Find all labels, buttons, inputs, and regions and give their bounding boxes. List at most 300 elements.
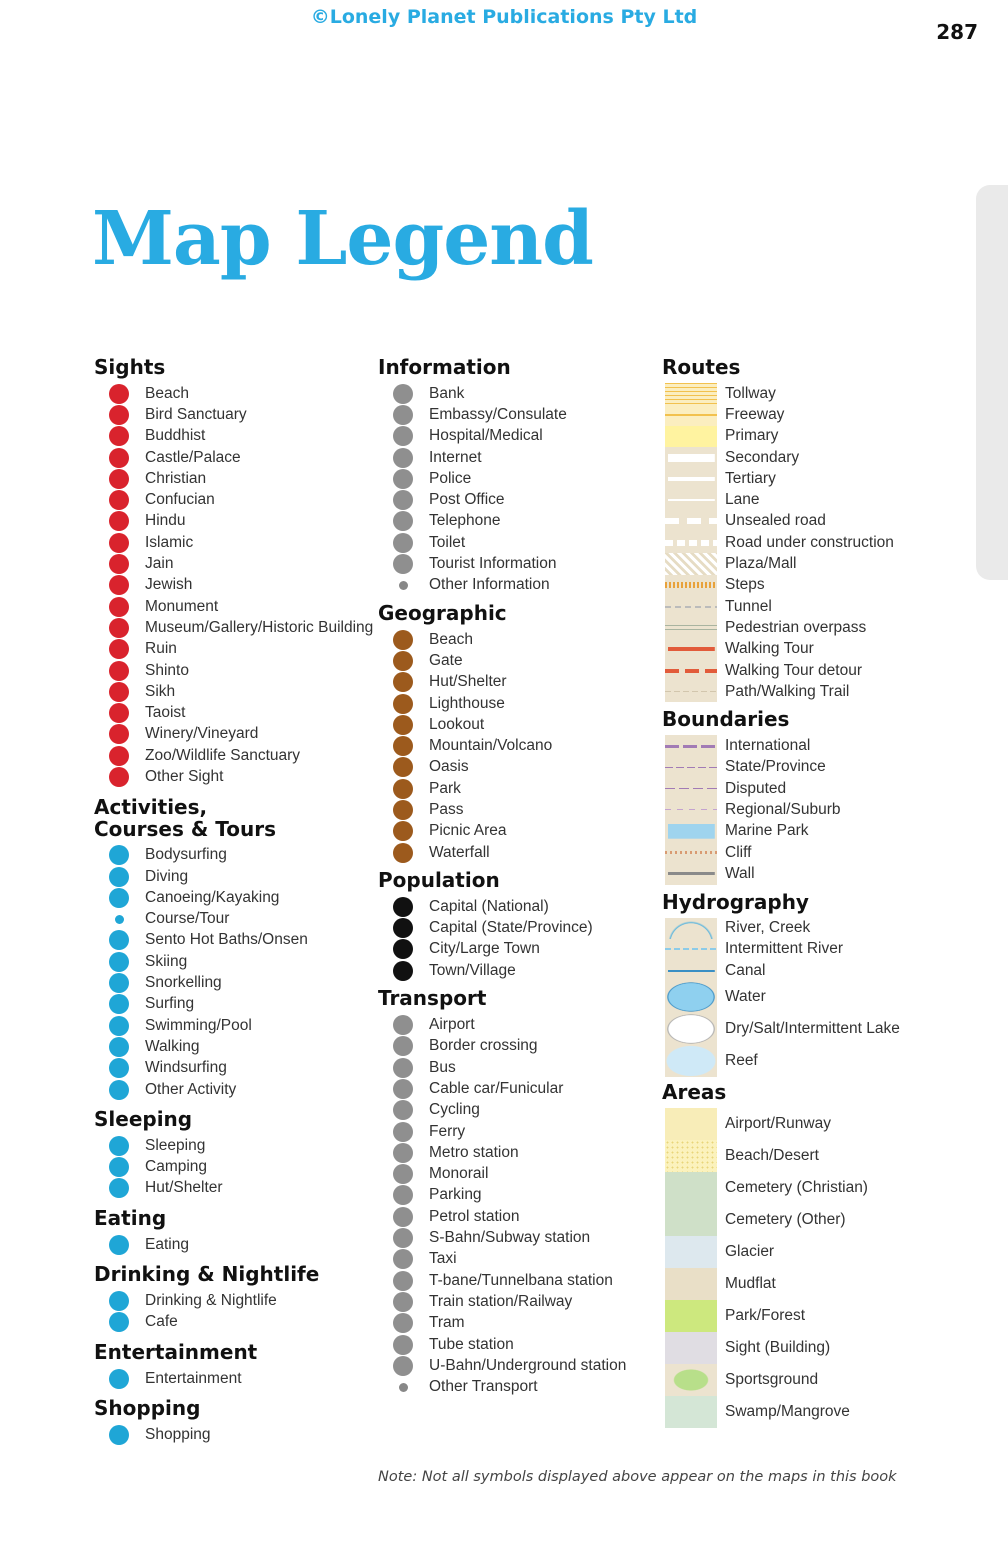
legend-item xyxy=(662,1140,962,1172)
sight-icon xyxy=(109,384,129,404)
legend-item xyxy=(378,1227,648,1248)
legend-item-label: Secondary xyxy=(725,448,800,466)
sight-icon xyxy=(109,469,129,489)
swatch-icon xyxy=(665,1396,717,1428)
geographic-icon xyxy=(393,630,413,650)
swatch-icon xyxy=(665,575,717,596)
legend-item xyxy=(378,1376,648,1397)
legend-item-label: Reef xyxy=(725,1052,758,1070)
legend-item-label: Beach xyxy=(429,630,473,648)
sight-icon xyxy=(109,767,129,787)
sight-icon xyxy=(109,618,129,638)
legend-item-label: River, Creek xyxy=(725,919,811,937)
legend-item-label: Toilet xyxy=(429,533,466,551)
legend-list xyxy=(662,1108,962,1428)
legend-item-label: Cemetery (Christian) xyxy=(725,1179,868,1197)
geographic-icon xyxy=(393,779,413,799)
legend-item-label: Hut/Shelter xyxy=(429,673,507,691)
section-title: Hydrography xyxy=(662,889,809,914)
activity-icon xyxy=(115,915,124,924)
geographic-icon xyxy=(393,694,413,714)
legend-item-label: Winery/Vineyard xyxy=(145,725,259,743)
swatch-icon xyxy=(665,842,717,863)
legend-item xyxy=(94,1312,364,1333)
drinking-section xyxy=(94,1263,364,1333)
legend-item xyxy=(94,972,364,993)
legend-list xyxy=(94,1135,364,1199)
legend-item xyxy=(662,1396,962,1428)
transport-icon xyxy=(399,1383,408,1392)
legend-item xyxy=(378,960,648,981)
sight-icon xyxy=(109,533,129,553)
legend-list xyxy=(94,845,364,1101)
legend-item-label: Confucian xyxy=(145,491,215,509)
swatch-icon xyxy=(665,1236,717,1268)
legend-item xyxy=(662,681,962,702)
legend-item xyxy=(378,1121,648,1142)
section-title: Sights xyxy=(94,355,166,379)
information-icon xyxy=(399,581,408,590)
legend-list xyxy=(378,896,648,981)
legend-item xyxy=(662,1045,962,1077)
legend-column-2 xyxy=(378,352,648,1398)
swatch-icon xyxy=(665,681,717,702)
legend-item-label: Tollway xyxy=(725,384,776,402)
legend-item xyxy=(94,1079,364,1100)
swatch-icon xyxy=(665,596,717,617)
legend-item-label: Marine Park xyxy=(725,822,809,840)
sights-section xyxy=(94,355,374,788)
legend-item xyxy=(378,1142,648,1163)
legend-item-label: Walking Tour detour xyxy=(725,661,862,679)
legend-item xyxy=(662,511,962,532)
legend-item-label: Camping xyxy=(145,1158,208,1176)
legend-item xyxy=(662,960,962,981)
section-title: Drinking & Nightlife xyxy=(94,1262,320,1287)
shopping-icon xyxy=(109,1425,129,1445)
swatch-icon xyxy=(665,1045,717,1077)
transport-icon xyxy=(393,1228,413,1248)
swatch-icon xyxy=(665,863,717,884)
legend-item-label: Glacier xyxy=(725,1243,775,1261)
legend-item xyxy=(94,553,364,574)
swatch-icon xyxy=(665,1364,717,1396)
legend-item xyxy=(94,1368,364,1389)
activity-icon xyxy=(109,845,129,865)
legend-item-label: Petrol station xyxy=(429,1207,520,1225)
legend-item xyxy=(378,1057,648,1078)
legend-item xyxy=(94,1015,364,1036)
legend-item xyxy=(94,702,364,723)
legend-item xyxy=(662,575,962,596)
legend-item xyxy=(94,617,374,638)
information-icon xyxy=(393,511,413,531)
legend-item-label: Cemetery (Other) xyxy=(725,1211,846,1229)
legend-list xyxy=(94,1368,364,1389)
section-title: Information xyxy=(378,355,511,379)
information-section xyxy=(378,356,648,596)
legend-list xyxy=(94,1290,364,1333)
legend-item xyxy=(378,1100,648,1121)
geographic-icon xyxy=(393,800,413,820)
legend-item xyxy=(662,426,962,447)
legend-item xyxy=(662,660,962,681)
legend-item xyxy=(94,596,364,617)
transport-icon xyxy=(393,1292,413,1312)
legend-item-label: Mudflat xyxy=(725,1275,776,1293)
legend-item-label: Water xyxy=(725,988,766,1006)
activity-icon xyxy=(109,973,129,993)
transport-icon xyxy=(393,1207,413,1227)
legend-item-label: Course/Tour xyxy=(145,910,230,928)
legend-item xyxy=(94,766,364,787)
legend-item-label: Sikh xyxy=(145,682,176,700)
legend-item-label: Swamp/Mangrove xyxy=(725,1403,850,1421)
thumb-tab xyxy=(976,185,1008,580)
legend-item-label: Cafe xyxy=(145,1313,178,1331)
swatch-icon xyxy=(665,1332,717,1364)
activity-icon xyxy=(109,1037,129,1057)
footnote: Note: Not all symbols displayed above appear on the maps in this book xyxy=(378,1469,897,1485)
legend-item-label: Town/Village xyxy=(429,961,516,979)
swatch-icon xyxy=(665,735,717,756)
legend-item-label: Swimming/Pool xyxy=(145,1016,252,1034)
legend-item-label: Other Activity xyxy=(145,1080,237,1098)
legend-item-label: Pedestrian overpass xyxy=(725,618,867,636)
legend-item xyxy=(94,575,364,596)
legend-item xyxy=(94,660,364,681)
information-icon xyxy=(393,533,413,553)
information-icon xyxy=(393,384,413,404)
legend-item xyxy=(378,426,648,447)
legend-item-label: T-bane/Tunnelbana station xyxy=(429,1271,613,1289)
legend-item xyxy=(94,930,364,951)
legend-item xyxy=(378,778,648,799)
legend-item-label: Monorail xyxy=(429,1165,489,1183)
legend-item-label: Picnic Area xyxy=(429,822,507,840)
legend-item-label: Jewish xyxy=(145,576,193,594)
swatch-icon xyxy=(665,553,717,574)
legend-item xyxy=(94,1157,364,1178)
activity-icon xyxy=(109,994,129,1014)
legend-item xyxy=(662,1364,962,1396)
legend-item-label: Tube station xyxy=(429,1335,514,1353)
legend-item-label: Canoeing/Kayaking xyxy=(145,888,280,906)
legend-item xyxy=(662,1108,962,1140)
geographic-icon xyxy=(393,715,413,735)
legend-item-label: Hospital/Medical xyxy=(429,427,543,445)
legend-item-label: Shopping xyxy=(145,1425,211,1443)
section-title: Geographic xyxy=(378,600,507,625)
copyright-header: ©Lonely Planet Publications Pty Ltd xyxy=(310,6,698,28)
legend-item xyxy=(662,596,962,617)
legend-item-label: Train station/Railway xyxy=(429,1292,573,1310)
legend-item xyxy=(378,629,648,650)
swatch-icon xyxy=(665,468,717,489)
legend-item xyxy=(378,468,648,489)
sleeping-icon xyxy=(109,1157,129,1177)
activity-icon xyxy=(109,1058,129,1078)
legend-item xyxy=(378,650,648,671)
legend-item xyxy=(378,1014,648,1035)
legend-item-label: Path/Walking Trail xyxy=(725,682,850,700)
geographic-icon xyxy=(393,736,413,756)
legend-item xyxy=(662,918,962,939)
legend-item-label: Bus xyxy=(429,1058,456,1076)
legend-item-label: Lane xyxy=(725,491,760,509)
activities-section xyxy=(94,796,364,1101)
legend-item xyxy=(94,1135,364,1156)
legend-item-label: Canal xyxy=(725,961,766,979)
legend-item-label: Sleeping xyxy=(145,1136,206,1154)
legend-item-label: Capital (National) xyxy=(429,897,549,915)
activity-icon xyxy=(109,867,129,887)
legend-item xyxy=(94,639,364,660)
legend-item-label: Gate xyxy=(429,651,463,669)
sleeping-section xyxy=(94,1108,364,1199)
legend-item-label: Sento Hot Baths/Onsen xyxy=(145,931,308,949)
legend-item xyxy=(94,1178,364,1199)
eating-section xyxy=(94,1207,364,1255)
legend-item-label: Primary xyxy=(725,427,779,445)
sight-icon xyxy=(109,639,129,659)
legend-item xyxy=(378,896,648,917)
legend-item xyxy=(378,1291,648,1312)
legend-item-label: Waterfall xyxy=(429,843,490,861)
legend-item-label: Tram xyxy=(429,1314,465,1332)
swatch-icon xyxy=(665,639,717,660)
legend-item-label: City/Large Town xyxy=(429,940,540,958)
legend-item-label: Taxi xyxy=(429,1250,457,1268)
legend-list xyxy=(662,918,962,1078)
legend-item xyxy=(662,735,962,756)
legend-item-label: Castle/Palace xyxy=(145,448,241,466)
legend-item-label: Other Transport xyxy=(429,1378,538,1396)
section-title: Boundaries xyxy=(662,707,790,732)
legend-list xyxy=(378,1014,648,1397)
activity-icon xyxy=(109,952,129,972)
legend-item-label: Metro station xyxy=(429,1143,519,1161)
legend-item-label: Jain xyxy=(145,555,174,573)
transport-section xyxy=(378,987,648,1397)
legend-item xyxy=(662,981,962,1013)
section-title: Shopping xyxy=(94,1396,201,1421)
swatch-icon xyxy=(665,1140,717,1172)
legend-item-label: Buddhist xyxy=(145,427,206,445)
legend-item xyxy=(378,693,648,714)
legend-item-label: Sight (Building) xyxy=(725,1339,831,1357)
legend-item-label: U-Bahn/Underground station xyxy=(429,1356,627,1374)
sight-icon xyxy=(109,490,129,510)
legend-item-label: Capital (State/Province) xyxy=(429,919,593,937)
transport-icon xyxy=(393,1185,413,1205)
legend-item xyxy=(378,532,648,553)
sight-icon xyxy=(109,554,129,574)
legend-column-3 xyxy=(662,352,962,1428)
legend-item xyxy=(378,757,648,778)
legend-item xyxy=(378,1036,648,1057)
legend-item-label: Beach xyxy=(145,384,189,402)
legend-item xyxy=(378,799,648,820)
legend-item-label: Oasis xyxy=(429,758,469,776)
swatch-icon xyxy=(665,617,717,638)
swatch-icon xyxy=(665,821,717,842)
swatch-icon xyxy=(665,1108,717,1140)
population-icon xyxy=(393,918,413,938)
legend-item xyxy=(378,489,648,510)
legend-item-label: Airport xyxy=(429,1016,475,1034)
geographic-icon xyxy=(393,757,413,777)
legend-item xyxy=(662,383,962,404)
sight-icon xyxy=(109,511,129,531)
legend-item xyxy=(378,918,648,939)
legend-item xyxy=(378,1334,648,1355)
hydrography-section xyxy=(662,891,962,1078)
legend-item-label: Windsurfing xyxy=(145,1059,227,1077)
population-icon xyxy=(393,961,413,981)
sight-icon xyxy=(109,661,129,681)
legend-item xyxy=(662,489,962,510)
transport-icon xyxy=(393,1122,413,1142)
legend-item-label: Hut/Shelter xyxy=(145,1179,223,1197)
swatch-icon xyxy=(665,447,717,468)
sight-icon xyxy=(109,746,129,766)
transport-icon xyxy=(393,1249,413,1269)
legend-item xyxy=(378,842,648,863)
legend-list xyxy=(94,383,374,788)
drinking-icon xyxy=(109,1312,129,1332)
legend-item xyxy=(94,1036,364,1057)
legend-item xyxy=(378,1249,648,1270)
legend-item xyxy=(378,672,648,693)
information-icon xyxy=(393,426,413,446)
transport-icon xyxy=(393,1100,413,1120)
legend-item xyxy=(662,1332,962,1364)
legend-item-label: Diving xyxy=(145,867,189,885)
legend-item-label: Bird Sanctuary xyxy=(145,405,247,423)
swatch-icon xyxy=(665,778,717,799)
legend-item-label: Tunnel xyxy=(725,597,772,615)
legend-item xyxy=(94,447,364,468)
legend-item-label: Christian xyxy=(145,469,207,487)
legend-item-label: Tourist Information xyxy=(429,555,557,573)
legend-item-label: Pass xyxy=(429,800,464,818)
legend-item-label: Snorkelling xyxy=(145,974,222,992)
legend-item xyxy=(378,1185,648,1206)
legend-item-label: Hindu xyxy=(145,512,186,530)
swatch-icon xyxy=(665,918,717,939)
legend-item-label: Bank xyxy=(429,384,465,402)
shopping-section xyxy=(94,1397,364,1445)
population-section xyxy=(378,869,648,981)
section-title: Routes xyxy=(662,355,741,379)
legend-list xyxy=(662,735,962,884)
legend-item-label: Taoist xyxy=(145,704,186,722)
legend-item xyxy=(662,1236,962,1268)
legend-item-label: Parking xyxy=(429,1186,482,1204)
section-title: Eating xyxy=(94,1206,167,1231)
legend-item xyxy=(662,799,962,820)
legend-item-label: International xyxy=(725,737,811,755)
transport-icon xyxy=(393,1271,413,1291)
legend-item xyxy=(662,1013,962,1045)
legend-item-label: Plaza/Mall xyxy=(725,555,797,573)
legend-item xyxy=(662,757,962,778)
legend-item xyxy=(378,1270,648,1291)
legend-item xyxy=(378,511,648,532)
entertainment-section xyxy=(94,1341,364,1389)
legend-item-label: Islamic xyxy=(145,533,194,551)
swatch-icon xyxy=(665,981,717,1013)
legend-item-label: Road under construction xyxy=(725,533,894,551)
legend-item-label: Border crossing xyxy=(429,1037,538,1055)
legend-list xyxy=(662,383,962,702)
legend-item xyxy=(662,1172,962,1204)
geographic-icon xyxy=(393,651,413,671)
legend-item xyxy=(94,909,364,930)
legend-item-label: Bodysurfing xyxy=(145,846,227,864)
legend-item-label: Disputed xyxy=(725,779,787,797)
routes-section xyxy=(662,356,962,702)
legend-item xyxy=(94,681,364,702)
transport-icon xyxy=(393,1058,413,1078)
legend-item-label: State/Province xyxy=(725,758,826,776)
information-icon xyxy=(393,469,413,489)
information-icon xyxy=(393,490,413,510)
activity-icon xyxy=(109,1080,129,1100)
transport-icon xyxy=(393,1036,413,1056)
swatch-icon xyxy=(665,511,717,532)
page-title: Map Legend xyxy=(92,196,593,282)
legend-item-label: Museum/Gallery/Historic Building xyxy=(145,618,374,636)
sleeping-icon xyxy=(109,1178,129,1198)
swatch-icon xyxy=(665,939,717,960)
legend-item xyxy=(378,447,648,468)
sight-icon xyxy=(109,703,129,723)
legend-item xyxy=(378,1355,648,1376)
legend-item xyxy=(94,745,364,766)
geographic-icon xyxy=(393,843,413,863)
sight-icon xyxy=(109,405,129,425)
legend-item-label: Surfing xyxy=(145,995,195,1013)
legend-item-label: Ferry xyxy=(429,1122,466,1140)
swatch-icon xyxy=(665,799,717,820)
legend-item xyxy=(94,994,364,1015)
legend-item xyxy=(94,1234,364,1255)
legend-item xyxy=(94,426,364,447)
transport-icon xyxy=(393,1164,413,1184)
legend-item-label: Cable car/Funicular xyxy=(429,1079,564,1097)
swatch-icon xyxy=(665,660,717,681)
legend-item xyxy=(662,617,962,638)
legend-item xyxy=(378,714,648,735)
section-title: Entertainment xyxy=(94,1339,258,1364)
legend-item-label: Unsealed road xyxy=(725,512,826,530)
sleeping-icon xyxy=(109,1136,129,1156)
legend-item-label: Freeway xyxy=(725,405,785,423)
legend-item xyxy=(94,511,364,532)
sight-icon xyxy=(109,597,129,617)
legend-item-label: Park xyxy=(429,779,461,797)
legend-item-label: Sportsground xyxy=(725,1371,819,1389)
activity-icon xyxy=(109,888,129,908)
legend-item xyxy=(94,951,364,972)
legend-item xyxy=(94,489,364,510)
legend-item xyxy=(94,845,364,866)
legend-item-label: Cliff xyxy=(725,843,752,861)
sight-icon xyxy=(109,724,129,744)
swatch-icon xyxy=(665,960,717,981)
